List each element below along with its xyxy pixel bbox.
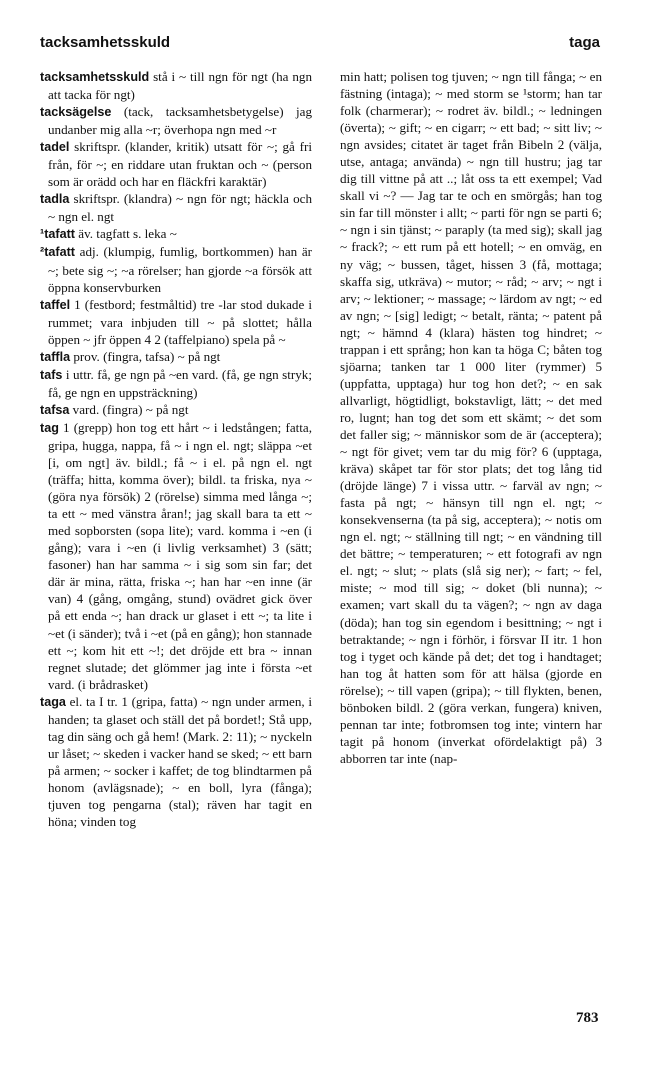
dictionary-entry: [40, 296, 312, 348]
headword: taffel: [40, 297, 71, 312]
entry-text: 1 (festbord; festmåltid) tre -lar stod dukade i rummet; vara inbjuden till ~ på slottet; hålla öppen ~ jfr öppen 4 2 (taffelpiano) spela på ~: [48, 296, 312, 347]
entry-text: el. ta I tr. 1 (gripa, fatta) ~ ngn under armen, i handen; ta glaset och ställ det på bordet!; Stå upp, tag din säng och gå hem! (Mark. 2: 11); ~ nyckeln ur låset; ~ skeden i vacker hand se sked; ~ ett barn på armen; ~ socker i kaffet; de tog blindtarmen på honom (avlägsnade); ~ en boll, lyra (fånga); tjuven tog pengarna (stal); räven har tagit en höna; vinden tog: [48, 693, 312, 830]
entry-text: skriftspr. (klandra) ~ ngn för ngt; häckla och ~ ngn el. ngt: [48, 191, 312, 225]
entry-text: adj. (klumpig, fumlig, bortkommen) han är ~; bete sig ~; ~a rörelser; han gjorde ~a försök att öppna konservburken: [48, 244, 312, 295]
entry-text: prov. (fingra, tafsa) ~ på ngt: [70, 348, 221, 364]
headword: tafsa: [40, 402, 70, 417]
dictionary-entry: [40, 138, 312, 190]
guide-word-left: tacksamhetsskuld: [40, 34, 171, 51]
entry-text: vard. (fingra) ~ på ngt: [69, 401, 189, 417]
dictionary-entry: [40, 366, 312, 401]
entry-text: min hatt; polisen tog tjuven; ~ ngn till fånga; ~ en fästning (intaga); ~ med storm se ¹storm; han tar folk (charmerar); ~ rodret äv. bildl.; ~ ledningen (överta); ~ gift; ~ en cigarr; ~ ett bad; ~ sitt liv; ~ ngn avsides; citatet är taget från Bibeln 2 (välja, utse, antaga; använda) ~ ngn till hustru; jag tar dig till vittne på att ..; låt oss ta ett exempel; Vad skall vi ~? — Jag tar te och en smörgås; han tog sin far till mönster i allt; ~ parti för ngn se parti 6; ~ ngn i sin tjänst; ~ paraply (ta med sig); skall jag ~ frack?; ~ ett rum på ett hotell; ~ en omväg, en ny väg; ~ bussen, tåget, hissen 3 (få, mottaga; skaffa sig, utkräva) ~ mutor; ~ råd; ~ arv; ~ ngt i arv; ~ lektioner; ~ massage; ~ lärdom av ngt; ~ ed av ngn; ~ [sig] ledigt; ~ betalt, ränta; ~ patent på ngt; ~ hämnd 4 (klara) hästen tog hindret; ~ trappan i ett språng; hon kan ta höga C; båten tog sjöarna; tanken tar 1 000 liter (rymmer) 5 (uppfatta, upptaga) hur tog hon det?; ~ en sak allvarligt, högtidligt, bokstavligt, lätt; ~ det med ro, lugnt; han tog det som ett skämt; ~ det som det faller sig; ~ människor som de är (acceptera); ~ ngt för givet; vem tar du mig för? 6 (upptaga, kräva) skåpet tar för stor plats; det tog lång tid (dröjde länge) 7 i vissa uttr. ~ farväl av ngn; ~ fasta på ngt; ~ hänsyn till ngn el. ngt; ~ konsekvenserna (ta på sig, acceptera); ~ notis om ngn el. ngt; ~ ställning till ngt; ~ en vändning till det bättre; ~ temperaturen; ~ ett fotografi av ngn el. ngt; ~ slut; ~ plats (slå sig ner); ~ fart; ~ fel, miste; ~ mod till sig; ~ doket (bli nunna); ~ examen; vart skall du ta vägen?; ~ ngn av daga (döda); han tog sin egendom i besittning; ~ ngt i betraktande; ~ ngn i förhör, i försvar II itr. 1 hon tog i tyget och kände på det; det tog i handtaget; han tog åt hatten som för att hälsa (gjorde en rörelse); ~ till vapen (gripa); ~ till flykten, benen, bönboken bildl. 2 (göra verkan, fungera) kniven, pennan tar inte; fotbromsen tog inte; vintern har tagit på honom (inverkat ofördelaktigt på) 3 abborren tar inte (nap-: [340, 69, 602, 766]
dictionary-entry: [40, 348, 312, 366]
headword: tacksamhetsskuld: [40, 70, 150, 84]
headword: taga: [40, 694, 66, 709]
headword: taffla: [40, 349, 71, 364]
dictionary-entry: [40, 419, 312, 693]
page-number: 783: [576, 1010, 599, 1026]
dictionary-entry: [40, 103, 312, 138]
dictionary-entry: [340, 68, 602, 767]
left-column: [40, 68, 312, 830]
entry-text: i uttr. få, ge ngn på ~en vard. (få, ge ngn stryk; få, ge ngn en uppsträckning): [48, 366, 312, 400]
entry-text: skriftspr. (klander, kritik) utsatt för ~; gå fri från, för ~; en riddare utan fruktan och ~ (person som är orädd och har en fläckfri karaktär): [48, 139, 312, 190]
dictionary-entry: [40, 401, 312, 419]
headword: tacksägelse: [40, 105, 112, 120]
right-column: [340, 68, 602, 767]
guide-word-right: taga: [569, 34, 600, 51]
dictionary-entry: [40, 68, 312, 103]
entry-text: (tack, tacksamhetsbetygelse) jag undanber mig alla ~r; överhopa ngn med ~r: [48, 104, 312, 138]
dictionary-entry: [40, 243, 312, 295]
headword: tafs: [40, 367, 63, 382]
entry-text: stå i ~ till ngn för ngt (ha ngn att tacka för ngt): [48, 69, 312, 103]
headword: tadla: [40, 192, 70, 207]
entry-text: äv. tagfatt s. leka ~: [74, 226, 177, 242]
dictionary-entry: [40, 225, 312, 243]
headword: ¹tafatt: [40, 227, 75, 242]
entry-text: 1 (grepp) hon tog ett hårt ~ i ledstången; fatta, gripa, hugga, nappa, få ~ i ngn el. ngt; släppa ~et [i, om ngt] äv. bildl.; få ~ i el. på ngn el. ngt (träffa; hitta, komma över); bildl. ta friska, nya ~ (göra nya försök) 2 (rörelse) simma med långa ~; ta ett ~ med vänstra åran!; jag skall bara ta ett ~ med sopborsten (sopa lite); vard. komma i ~en (i gång); vara i ~en (i livlig verksamhet) 3 (sätt; fasoner) han har samma ~ i sig som sin far; det där är mina, rätta, friska ~; han har ~en inne (är van) 4 (gång, omgång, stund) ovädret gick över på ett enda ~; han drack ur glaset i ett ~; ta lite i ~et (i sänder); två i ~et (på en gång); hon stannade ett ~; kom hit ett ~!; det dröjde ett bra ~ innan regnet slutade; det glömmer jag inte i första ~et vard. (i brådrasket): [48, 419, 312, 692]
dictionary-entry: [40, 693, 312, 830]
dictionary-entry: [40, 190, 312, 225]
headword: tag: [40, 420, 59, 435]
headword: ²tafatt: [40, 245, 75, 260]
headword: tadel: [40, 140, 70, 155]
